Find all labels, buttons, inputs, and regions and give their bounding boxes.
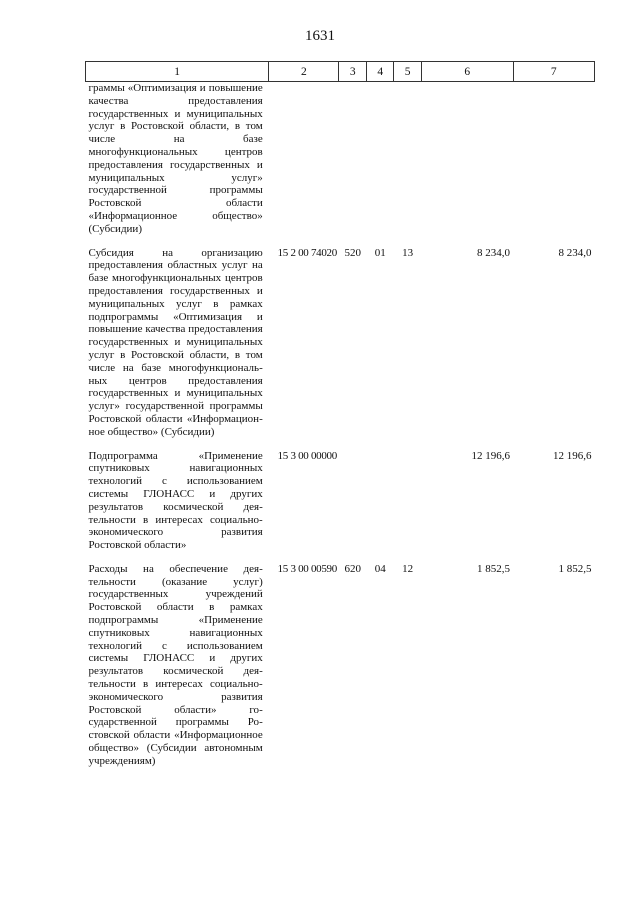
row-spacer — [86, 439, 595, 450]
row-section: 01 — [374, 246, 386, 259]
row-section — [366, 450, 393, 552]
row-subsection — [394, 450, 421, 552]
table-row — [86, 247, 595, 439]
table-header-row — [86, 62, 595, 82]
column-header: 7 — [513, 62, 594, 82]
row-expense-type — [339, 82, 366, 236]
row-section: 04 — [374, 562, 386, 575]
row-value-col6: 12 196,6 — [471, 449, 511, 462]
row-code — [269, 82, 339, 236]
row-spacer — [86, 552, 595, 563]
row-subsection: 12 — [402, 562, 414, 575]
column-header: 2 — [269, 62, 339, 82]
row-name: Подпрограмма «Применение спутниковых навигационных технологий с использованием системы ГЛОНАСС и других результатов космической деятельности в интересах социально-экономического развития Ростовской области» — [88, 449, 263, 552]
row-code: 15 3 00 00000 — [277, 449, 337, 462]
budget-table — [85, 61, 595, 768]
row-expense-type — [339, 450, 366, 552]
row-value-col7 — [513, 82, 594, 236]
row-section — [366, 82, 393, 236]
row-expense-type: 520 — [344, 246, 361, 259]
row-name: Расходы на обеспечение деятельности (оказание услуг) государственных учреждений Ростовской области в рамках подпрограммы «Применение спутниковых навигационных технологий с использованием системы ГЛОНАСС и других результатов космической деятельности в интересах социально-экономического развития Ростовской области» государственной программы Ростовской области «Информационное общество» (Субсидии автономным учреждениям) — [88, 562, 263, 767]
row-name: граммы «Оптимизация и повышение качества предоставления государственных и муниципальных услуг в Ростовской области, в том числе на базе многофункциональных центров предоставления государственных и муниципальных услуг» государственной программы Ростовской области «Информационное общество» (Субсидии) — [88, 82, 263, 235]
table-row — [86, 450, 595, 552]
column-header: 5 — [394, 62, 421, 82]
table-row — [86, 563, 595, 768]
row-code: 15 2 00 74020 — [277, 246, 337, 259]
page-number: 1631 — [305, 28, 335, 44]
row-subsection: 13 — [402, 246, 414, 259]
table-row — [86, 82, 595, 236]
row-code: 15 3 00 00590 — [277, 562, 337, 575]
row-value-col7: 12 196,6 — [553, 449, 592, 462]
column-header: 4 — [366, 62, 393, 82]
row-subsection — [394, 82, 421, 236]
row-value-col7: 1 852,5 — [558, 562, 592, 575]
row-value-col6: 8 234,0 — [477, 246, 511, 259]
row-name: Субсидия на организацию предоставления областных услуг на базе многофункциональных центров предоставления государственных и муниципальных услуг в рамках подпрограммы «Оптимизация и повышение качества предоставления государственных и муниципальных услуг в Ростовской области, в том числе на базе многофункциональных центров предоставления государственных и муниципальных услуг» государственной программы Ростовской области «Информационное общество» (Субсидии) — [88, 246, 263, 438]
row-value-col6 — [421, 82, 513, 236]
row-expense-type: 620 — [344, 562, 361, 575]
row-spacer — [86, 236, 595, 247]
column-header: 3 — [339, 62, 366, 82]
row-value-col6: 1 852,5 — [477, 562, 511, 575]
row-value-col7: 8 234,0 — [558, 246, 592, 259]
column-header: 1 — [86, 62, 269, 82]
column-header: 6 — [421, 62, 513, 82]
